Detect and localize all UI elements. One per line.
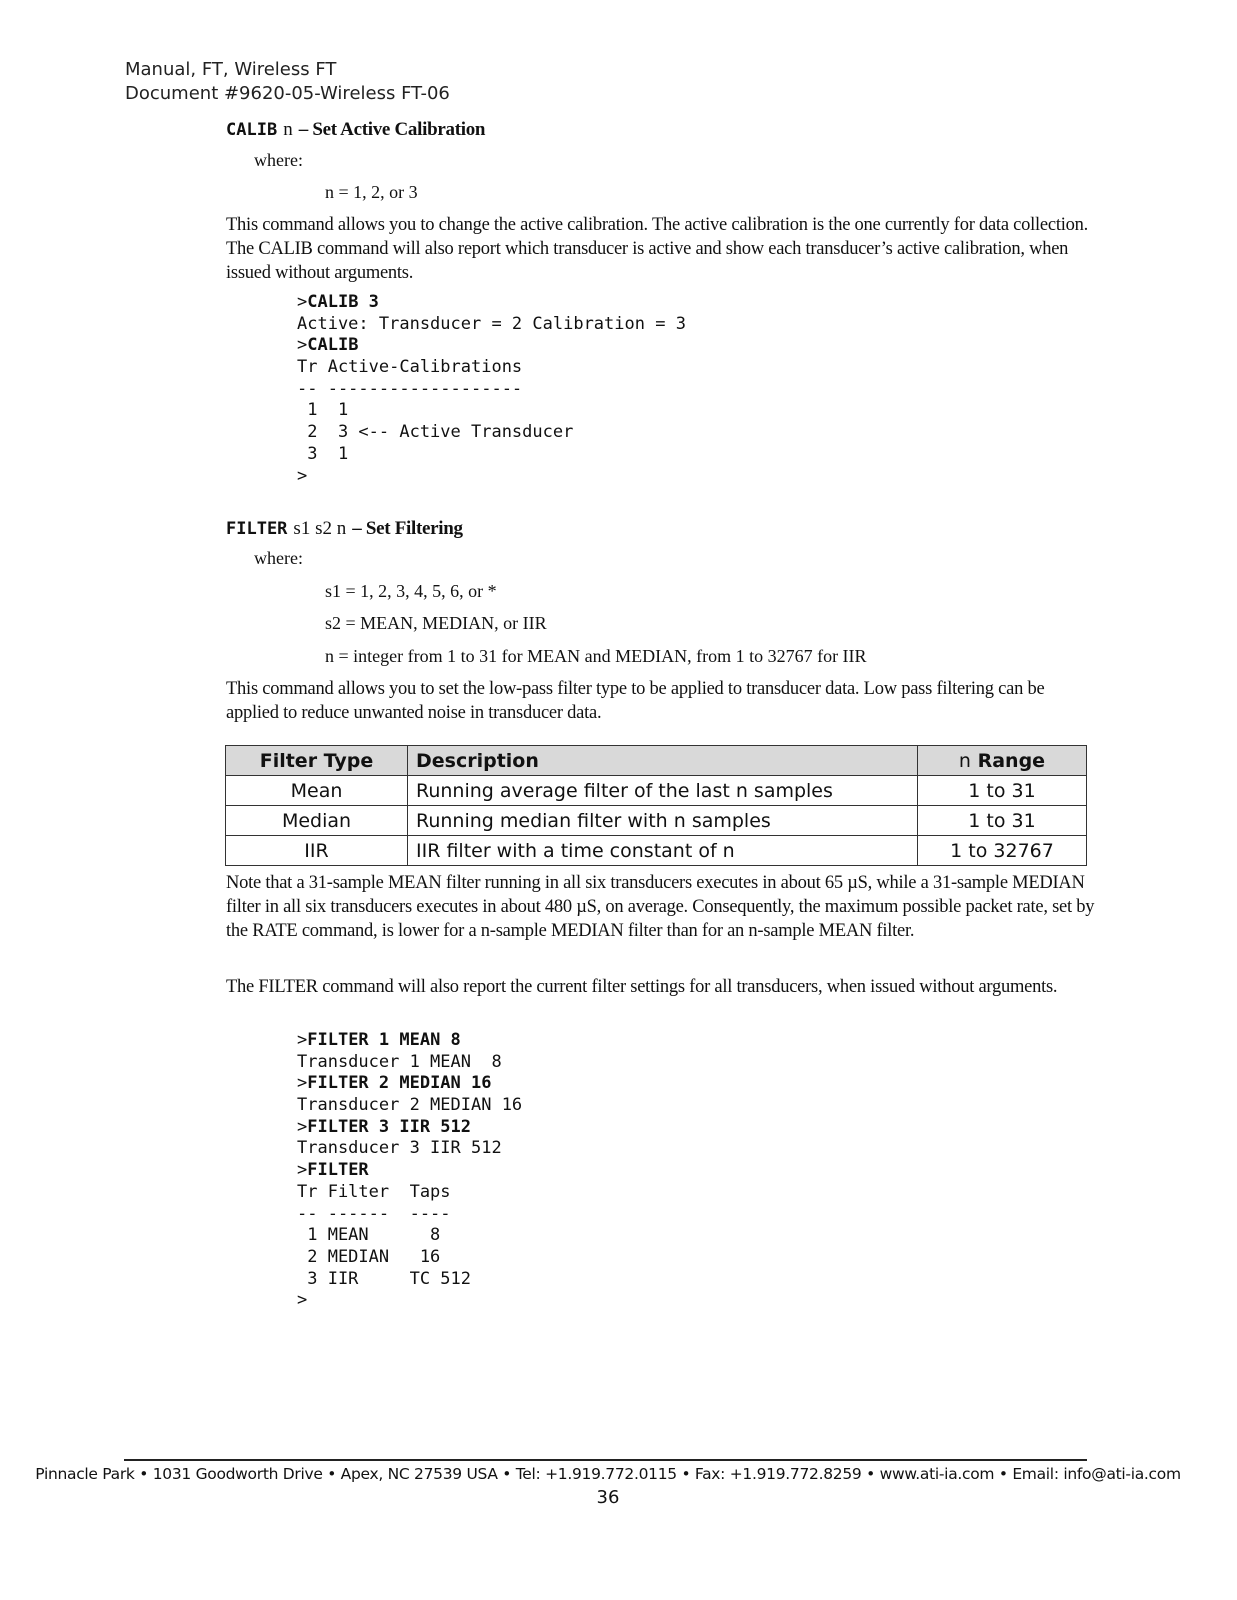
table-row (226, 806, 1087, 836)
filter-param-s2: s2 = MEAN, MEDIAN, or IIR (325, 613, 547, 633)
code-line (297, 335, 686, 357)
code-output-text: Transducer 2 MEDIAN 16 (297, 1095, 523, 1116)
filter-heading (226, 518, 463, 540)
code-output-text: > (297, 465, 308, 486)
cell-range: 1 to 32767 (918, 836, 1087, 866)
code-command-text: FILTER (307, 1160, 369, 1181)
filter-timing-note-text: Note that a 31-sample MEAN filter running in all six transducers executes in about 65 µS, while a 31-sample MEDIAN filter in all six transducers executes in about 480 µS, on average. Consequently, the maximum possible packet rate, set by the RATE command, is lower for a n-sample MEDIAN filter than for an n-sample MEAN filter. (226, 873, 1095, 941)
code-output-text: 2 3 <-- Active Transducer (297, 422, 574, 443)
code-output-text: Tr Filter Taps (297, 1181, 451, 1202)
code-line (297, 444, 686, 466)
footer-address: Pinnacle Park • 1031 Goodworth Drive • Apex, NC 27539 USA • Tel: +1.919.772.0115 • Fax: +1.919.772.8259 • www.ati-ia.com • Email: info@ati-ia.com (35, 1465, 1181, 1483)
code-command-text: FILTER 2 MEDIAN 16 (307, 1073, 492, 1094)
cell-filter-type: Mean (226, 776, 408, 806)
filter-code-example (297, 1030, 522, 1312)
calib-description-text: This command allows you to change the active calibration. The active calibration is the one currently for data collection. The CALIB command will also report which transducer is active and show each transducer’s active calibration, when issued without arguments. (226, 215, 1088, 283)
cell-description: Running median filter with n samples (408, 806, 918, 836)
prompt-symbol: > (297, 292, 308, 312)
document-number: Document #9620-05-Wireless FT-06 (125, 83, 450, 104)
code-output-text: Transducer 1 MEAN 8 (297, 1051, 502, 1072)
code-output-text: Active: Transducer = 2 Calibration = 3 (297, 313, 686, 334)
calib-title: – Set Active Calibration (298, 119, 486, 140)
code-line (297, 1073, 522, 1095)
code-output-text: 3 1 (297, 443, 349, 464)
code-line (297, 1117, 522, 1139)
code-line (297, 292, 686, 314)
code-output-text: -- ------------------- (297, 378, 523, 399)
code-line (297, 379, 686, 401)
header-n-prefix: n (958, 749, 971, 772)
header-filter-type: Filter Type (226, 746, 408, 776)
filter-command-name: FILTER (226, 519, 288, 539)
code-command-text: CALIB 3 (307, 292, 379, 312)
filter-report-note (226, 975, 1096, 999)
code-line (297, 1182, 522, 1204)
filter-param-n: n = integer from 1 to 31 for MEAN and MEDIAN, from 1 to 32767 for IIR (325, 646, 867, 666)
footer-divider (124, 1459, 1087, 1461)
code-output-text: 3 IIR TC 512 (297, 1268, 471, 1289)
code-command-text: CALIB (307, 335, 359, 356)
cell-range: 1 to 31 (918, 776, 1087, 806)
prompt-symbol: > (297, 335, 308, 356)
filter-args: s1 s2 n (293, 518, 347, 539)
header-description: Description (408, 746, 918, 776)
calib-param-n: n = 1, 2, or 3 (325, 182, 418, 202)
code-line (297, 422, 686, 444)
code-line (297, 1052, 522, 1074)
manual-title: Manual, FT, Wireless FT (125, 59, 337, 80)
code-line (297, 466, 686, 488)
code-line (297, 1204, 522, 1226)
code-line (297, 357, 686, 379)
header-n-range (918, 746, 1087, 776)
code-line (297, 400, 686, 422)
prompt-symbol: > (297, 1030, 308, 1050)
calib-heading (226, 119, 485, 141)
code-line (297, 1269, 522, 1291)
page-number: 36 (596, 1487, 620, 1508)
table-row (226, 776, 1087, 806)
filter-description (226, 677, 1096, 725)
filter-title: – Set Filtering (352, 518, 463, 539)
calib-where-label: where: (254, 150, 303, 170)
prompt-symbol: > (297, 1116, 308, 1137)
cell-description: IIR filter with a time constant of n (408, 836, 918, 866)
code-line (297, 1225, 522, 1247)
filter-param-s1: s1 = 1, 2, 3, 4, 5, 6, or * (325, 581, 497, 601)
document-header (125, 58, 450, 106)
code-line (297, 1095, 522, 1117)
calib-description (226, 213, 1096, 285)
code-line (297, 314, 686, 336)
cell-description: Running average filter of the last n samples (408, 776, 918, 806)
code-line (297, 1160, 522, 1182)
code-line (297, 1030, 522, 1052)
filter-report-note-text: The FILTER command will also report the current filter settings for all transducers, when issued without arguments. (226, 977, 1058, 997)
code-output-text: Tr Active-Calibrations (297, 357, 523, 378)
filter-description-text: This command allows you to set the low-pass filter type to be applied to transducer data. Low pass filtering can be applied to reduce unwanted noise in transducer data. (226, 679, 1045, 723)
code-command-text: FILTER 1 MEAN 8 (307, 1030, 461, 1050)
filter-timing-note (226, 871, 1096, 943)
code-line (297, 1138, 522, 1160)
filter-where-label: where: (254, 548, 303, 568)
header-range-label: Range (977, 749, 1046, 772)
code-output-text: 2 MEDIAN 16 (297, 1246, 441, 1267)
code-output-text: Transducer 3 IIR 512 (297, 1138, 502, 1159)
calib-args: n (283, 119, 293, 140)
code-line (297, 1247, 522, 1269)
table-row (226, 836, 1087, 866)
cell-filter-type: Median (226, 806, 408, 836)
code-output-text: 1 MEAN 8 (297, 1225, 441, 1246)
cell-range: 1 to 31 (918, 806, 1087, 836)
code-output-text: 1 1 (297, 400, 349, 421)
calib-code-example (297, 292, 686, 487)
code-line (297, 1290, 522, 1312)
filter-type-table (225, 745, 1087, 866)
cell-filter-type: IIR (226, 836, 408, 866)
code-command-text: FILTER 3 IIR 512 (307, 1116, 472, 1137)
prompt-symbol: > (297, 1160, 308, 1181)
code-output-text: > (297, 1290, 308, 1311)
calib-command-name: CALIB (226, 120, 278, 140)
table-header-row (226, 746, 1087, 776)
prompt-symbol: > (297, 1073, 308, 1094)
code-output-text: -- ------ ---- (297, 1203, 451, 1224)
